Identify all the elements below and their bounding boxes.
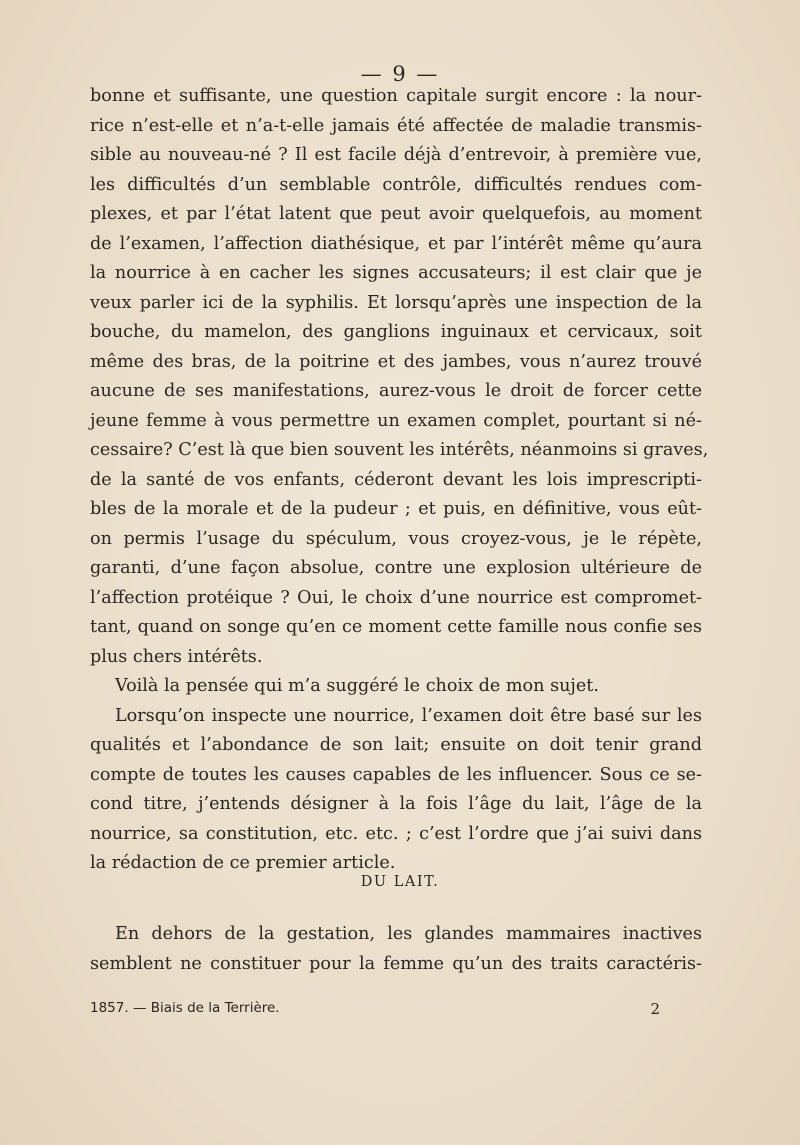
footer-signature: 1857. — Biais de la Terrière.	[90, 1000, 280, 1016]
text-line: Lorsqu’on inspecte une nourrice, l’examen doit être basé sur les	[115, 705, 702, 726]
text-line: plexes, et par l’état latent que peut avoir quelquefois, au moment	[90, 204, 702, 224]
text-line: jeune femme à vous permettre un examen complet, pourtant si né-	[90, 410, 702, 431]
text-line: nourrice, sa constitution, etc. etc. ; c’est l’ordre que j’ai suivi dans	[90, 823, 702, 844]
page-number: — 9 —	[360, 62, 440, 86]
text-line: les difficultés d’un semblable contrôle, difficultés rendues com-	[90, 174, 702, 195]
text-line: de la santé de vos enfants, céderont devant les lois imprescripti-	[90, 469, 702, 490]
text-line: on permis l’usage du spéculum, vous croyez-vous, je le répète,	[90, 528, 702, 549]
page-footer	[90, 1000, 660, 1018]
text-line: plus chers intérêts.	[90, 646, 263, 667]
text-line: même des bras, de la poitrine et des jambes, vous n’aurez trouvé	[90, 351, 702, 372]
text-line: garanti, d’une façon absolue, contre une explosion ultérieure de	[90, 558, 702, 578]
text-line: semblent ne constituer pour la femme qu’un des traits caractéris-	[90, 953, 702, 974]
text-line: la nourrice à en cacher les signes accusateurs; il est clair que je	[90, 263, 702, 283]
text-line: bonne et suffisante, une question capitale surgit encore : la nour-	[90, 86, 702, 106]
text-line: cond titre, j’entends désigner à la fois l’âge du lait, l’âge de la	[90, 794, 702, 814]
text-line: qualités et l’abondance de son lait; ensuite on doit tenir grand	[90, 735, 702, 755]
text-line: sible au nouveau-né ? Il est facile déjà d’entrevoir, à première vue,	[90, 145, 702, 165]
text-line: l’affection protéique ? Oui, le choix d’une nourrice est compromet-	[90, 587, 702, 608]
text-line: cessaire? C’est là que bien souvent les intérêts, néanmoins si graves,	[90, 440, 709, 460]
text-line: rice n’est-elle et n’a-t-elle jamais été affectée de maladie transmis-	[90, 115, 702, 136]
text-line: aucune de ses manifestations, aurez-vous le droit de forcer cette	[90, 381, 702, 401]
section-heading: DU LAIT.	[360, 874, 440, 890]
text-line: tant, quand on songe qu’en ce moment cette famille nous confie ses	[90, 617, 702, 637]
text-line: compte de toutes les causes capables de les influencer. Sous ce se-	[90, 764, 702, 785]
text-line: bouche, du mamelon, des ganglions inguinaux et cervicaux, soit	[90, 322, 702, 342]
text-line: veux parler ici de la syphilis. Et lorsqu’après une inspection de la	[90, 292, 702, 313]
text-line: bles de la morale et de la pudeur ; et puis, en définitive, vous eût-	[90, 499, 702, 519]
section-body-text	[90, 920, 702, 979]
text-line: de l’examen, l’affection diathésique, et par l’intérêt même qu’aura	[90, 233, 702, 254]
text-line: la rédaction de ce premier article.	[90, 853, 396, 873]
text-line: Voilà la pensée qui m’a suggéré le choix de mon sujet.	[115, 676, 599, 696]
footer-sheet-number: 2	[650, 1000, 660, 1018]
body-text	[90, 82, 709, 879]
text-line: En dehors de la gestation, les glandes mammaires inactives	[115, 924, 702, 944]
